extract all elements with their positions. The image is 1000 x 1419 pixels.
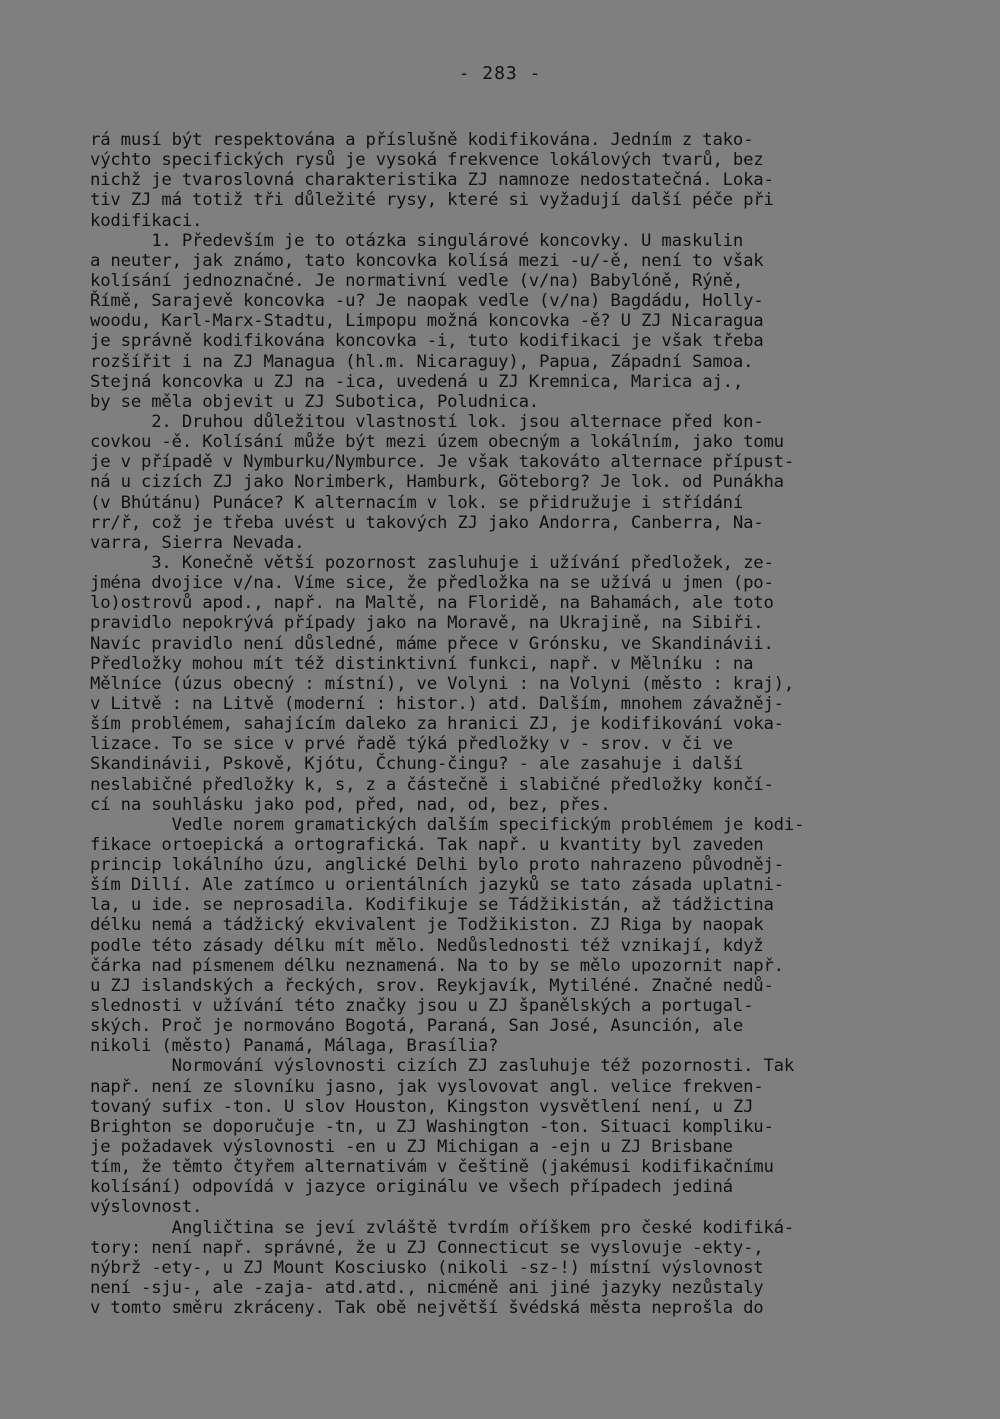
text-line: Brighton se doporučuje -tn, u ZJ Washington -ton. Situaci kompliku- <box>90 1116 774 1137</box>
text-line: (v Bhútánu) Punáce? K alternacím v lok. se přidružuje i střídání <box>90 492 744 513</box>
text-line: lizace. To se sice v prvé řadě týká předložky v - srov. v či ve <box>90 734 733 755</box>
text-line: ských. Proč je normováno Bogotá, Paraná, San José, Asunción, ale <box>90 1016 744 1037</box>
text-line: nýbrž -ety-, u ZJ Mount Kosciusko (nikoli -sz-!) místní výslovnost <box>90 1257 764 1278</box>
text-line: neslabičné předložky k, s, z a částečně i slabičné předložky končí- <box>90 774 774 795</box>
text-line: Angličtina se jeví zvláště tvrdím oříškem pro české kodifiká- <box>90 1217 795 1238</box>
text-line: u ZJ islandských a řeckých, srov. Reykjavík, Mytiléné. Značné nedů- <box>90 975 774 996</box>
text-line: Římě, Sarajevě koncovka -u? Je naopak vedle (v/na) Bagdádu, Holly- <box>90 291 764 312</box>
text-line: je požadavek výslovnosti -en u ZJ Michigan a -ejn u ZJ Brisbane <box>90 1137 733 1158</box>
text-line: podle této zásady délku mít mělo. Nedůslednosti též vznikají, když <box>90 935 764 956</box>
text-line: Stejná koncovka u ZJ na -ica, uvedená u ZJ Kremnica, Marica aj., <box>90 371 744 392</box>
text-line: ším problémem, sahajícím daleko za hranici ZJ, je kodifikování voka- <box>90 714 784 735</box>
text-line: rr/ř, což je třeba uvést u takových ZJ jako Andorra, Canberra, Na- <box>90 512 764 533</box>
text-line: Normování výslovnosti cizích ZJ zasluhuje též pozornosti. Tak <box>90 1056 795 1077</box>
text-line: tovaný sufix -ton. U slov Houston, Kingston vysvětlení není, u ZJ <box>90 1096 754 1117</box>
text-line: covkou -ě. Kolísání může být mezi územ obecným a lokálním, jako tomu <box>90 432 784 453</box>
text-line: ším Dillí. Ale zatímco u orientálních jazyků se tato zásada uplatni- <box>90 875 784 896</box>
text-line: 2. Druhou důležitou vlastností lok. jsou alternace před kon- <box>90 411 764 432</box>
text-line: kodifikaci. <box>90 210 203 231</box>
text-line: je v případě v Nymburku/Nymburce. Je však takováto alternace přípust- <box>90 452 795 473</box>
text-line: čárka nad písmenem délku neznamená. Na to by se mělo upozornit např. <box>90 955 784 976</box>
text-line: Vedle norem gramatických dalším specifickým problémem je kodi- <box>90 814 805 835</box>
text-line: pravidlo nepokrývá případy jako na Moravě, na Ukrajině, na Sibiři. <box>90 613 764 634</box>
text-line: 1. Především je to otázka singulárové koncovky. U maskulin <box>90 230 744 251</box>
text-line: rozšířit i na ZJ Managua (hl.m. Nicaraguy), Papua, Západní Samoa. <box>90 351 754 372</box>
text-line: jména dvojice v/na. Víme sice, že předložka na se užívá u jmen (po- <box>90 573 774 594</box>
text-line: varra, Sierra Nevada. <box>90 532 305 553</box>
text-line: výslovnost. <box>90 1197 203 1218</box>
text-line: Skandinávii, Pskově, Kjótu, Čchung-čingu? - ale zasahuje i další <box>90 754 744 775</box>
text-line: la, u ide. se neprosadila. Kodifikuje se Tádžikistán, až tádžictina <box>90 895 774 916</box>
body-text <box>90 130 925 1318</box>
text-line: princip lokálního úzu, anglické Delhi bylo proto nahrazeno původněj- <box>90 855 784 876</box>
text-line: a neuter, jak známo, tato koncovka kolísá mezi -u/-ě, není to však <box>90 250 764 271</box>
text-line: cí na souhlásku jako pod, před, nad, od, bez, přes. <box>90 794 611 815</box>
text-line: nikoli (město) Panamá, Málaga, Brasília? <box>90 1036 499 1057</box>
text-line: délku nemá a tádžický ekvivalent je Todžikiston. ZJ Riga by naopak <box>90 915 764 936</box>
text-line: 3. Konečně větší pozornost zasluhuje i užívání předložek, ze- <box>90 552 774 573</box>
text-line: tory: není např. správné, že u ZJ Connecticut se vyslovuje -ekty-, <box>90 1237 764 1258</box>
text-line: kolísání) odpovídá v jazyce originálu ve všech případech jediná <box>90 1177 733 1198</box>
text-line: kolísání jednoznačné. Je normativní vedle (v/na) Babylóně, Rýně, <box>90 270 744 291</box>
text-line: fikace ortoepická a ortografická. Tak např. u kvantity byl zaveden <box>90 834 764 855</box>
text-line: v tomto směru zkráceny. Tak obě největší švédská města neprošla do <box>90 1298 764 1319</box>
text-line: ná u cizích ZJ jako Norimberk, Hamburk, Göteborg? Je lok. od Punákha <box>90 472 784 493</box>
page-number: - 283 - <box>458 63 542 84</box>
text-line: Navíc pravidlo není důsledné, máme přece v Grónsku, ve Skandinávii. <box>90 633 774 654</box>
text-line: woodu, Karl-Marx-Stadtu, Limpopu možná koncovka -ě? U ZJ Nicaragua <box>90 311 764 332</box>
text-line: by se měla objevit u ZJ Subotica, Poludnica. <box>90 391 539 412</box>
text-line: slednosti v užívání této značky jsou u ZJ španělských a portugal- <box>90 996 754 1017</box>
text-line: Mělníce (úzus obecný : místní), ve Volyni : na Volyni (město : kraj), <box>90 673 795 694</box>
text-line: rá musí být respektována a příslušně kodifikována. Jedním z tako- <box>90 130 754 150</box>
text-line: v Litvě : na Litvě (moderní : histor.) atd. Dalším, mnohem závažněj- <box>90 693 784 714</box>
text-line: není -sju-, ale -zaja- atd.atd., nicméně ani jiné jazyky nezůstaly <box>90 1278 764 1299</box>
text-line: je správně kodifikována koncovka -i, tuto kodifikaci je však třeba <box>90 331 764 352</box>
text-line: tiv ZJ má totiž tři důležité rysy, které si vyžadují další péče při <box>90 190 774 211</box>
text-line: lo)ostrovů apod., např. na Maltě, na Floridě, na Bahamách, ale toto <box>90 593 774 614</box>
text-line: např. není ze slovníku jasno, jak vyslovovat angl. velice frekven- <box>90 1076 764 1097</box>
text-line: nichž je tvaroslovná charakteristika ZJ namnoze nedostatečná. Loka- <box>90 170 774 191</box>
text-line: výchto specifických rysů je vysoká frekvence lokálových tvarů, bez <box>90 150 764 171</box>
text-line: tím, že těmto čtyřem alternativám v češtině (jakémusi kodifikačnímu <box>90 1157 774 1178</box>
text-line: Předložky mohou mít též distinktivní funkci, např. v Mělníku : na <box>90 653 754 674</box>
